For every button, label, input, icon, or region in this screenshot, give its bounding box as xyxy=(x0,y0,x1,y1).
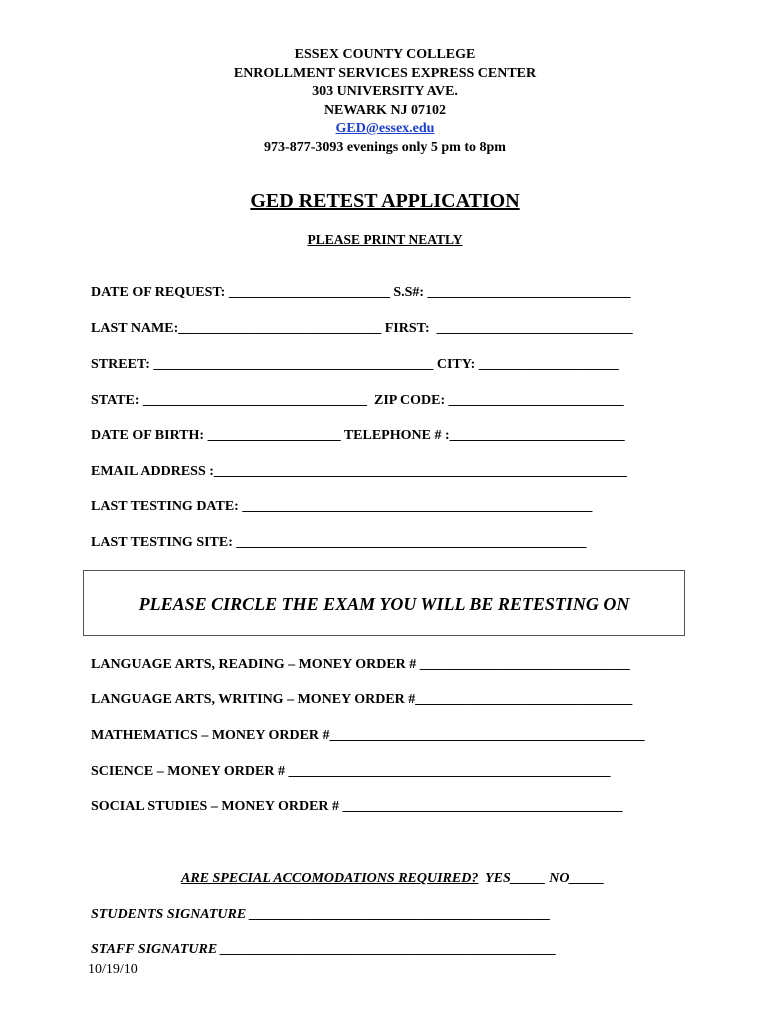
exam-math-option[interactable]: MATHEMATICS – MONEY ORDER #_____________________________________________ xyxy=(91,728,645,743)
email-link[interactable]: GED@essex.edu xyxy=(335,121,435,136)
letterhead xyxy=(0,46,770,157)
exam-writing-option[interactable]: LANGUAGE ARTS, WRITING – MONEY ORDER #_______________________________ xyxy=(91,692,633,707)
accommodations-yes[interactable]: YES_____ xyxy=(485,871,546,886)
accommodations-no[interactable]: NO_____ xyxy=(549,871,605,886)
exam-social-studies-option[interactable]: SOCIAL STUDIES – MONEY ORDER # ________________________________________ xyxy=(91,799,623,814)
accommodations-question: ARE SPECIAL ACCOMODATIONS REQUIRED? xyxy=(181,871,479,886)
center-name: ENROLLMENT SERVICES EXPRESS CENTER xyxy=(233,65,537,81)
form-subtitle: PLEASE PRINT NEATLY xyxy=(307,232,463,247)
accommodations-question-row xyxy=(181,871,605,887)
last-testing-date-field[interactable]: LAST TESTING DATE: __________________________________________________ xyxy=(91,499,593,514)
exam-instruction-text: PLEASE CIRCLE THE EXAM YOU WILL BE RETESTING ON xyxy=(138,594,630,614)
street-city-field[interactable]: STREET: ________________________________________ CITY: ____________________ xyxy=(91,357,619,372)
staff-signature-field[interactable]: STAFF SIGNATURE ________________________________________________ xyxy=(91,942,557,957)
phone-hours: 973-877-3093 evenings only 5 pm to 8pm xyxy=(264,139,506,155)
revision-date: 10/19/10 xyxy=(88,962,138,977)
form-title: GED RETEST APPLICATION xyxy=(250,190,520,212)
state-zip-field[interactable]: STATE: ________________________________ ZIP CODE: _________________________ xyxy=(91,393,624,408)
last-testing-site-field[interactable]: LAST TESTING SITE: __________________________________________________ xyxy=(91,535,587,550)
name-field[interactable]: LAST NAME:_____________________________ FIRST: ____________________________ xyxy=(91,321,633,336)
street-address: 303 UNIVERSITY AVE. xyxy=(312,84,458,99)
date-of-request-ss-field[interactable]: DATE OF REQUEST: _______________________ S.S#: _____________________________ xyxy=(91,285,631,300)
dob-telephone-field[interactable]: DATE OF BIRTH: ___________________ TELEPHONE # :_________________________ xyxy=(91,428,625,443)
student-signature-field[interactable]: STUDENTS SIGNATURE ___________________________________________ xyxy=(91,907,551,922)
city-address: NEWARK NJ 07102 xyxy=(323,102,447,118)
email-address-field[interactable]: EMAIL ADDRESS :___________________________________________________________ xyxy=(91,464,627,479)
exam-science-option[interactable]: SCIENCE – MONEY ORDER # ______________________________________________ xyxy=(91,764,611,779)
exam-instruction-box xyxy=(83,570,685,636)
exam-reading-option[interactable]: LANGUAGE ARTS, READING – MONEY ORDER # ______________________________ xyxy=(91,657,630,672)
college-name: ESSEX COUNTY COLLEGE xyxy=(294,47,476,62)
